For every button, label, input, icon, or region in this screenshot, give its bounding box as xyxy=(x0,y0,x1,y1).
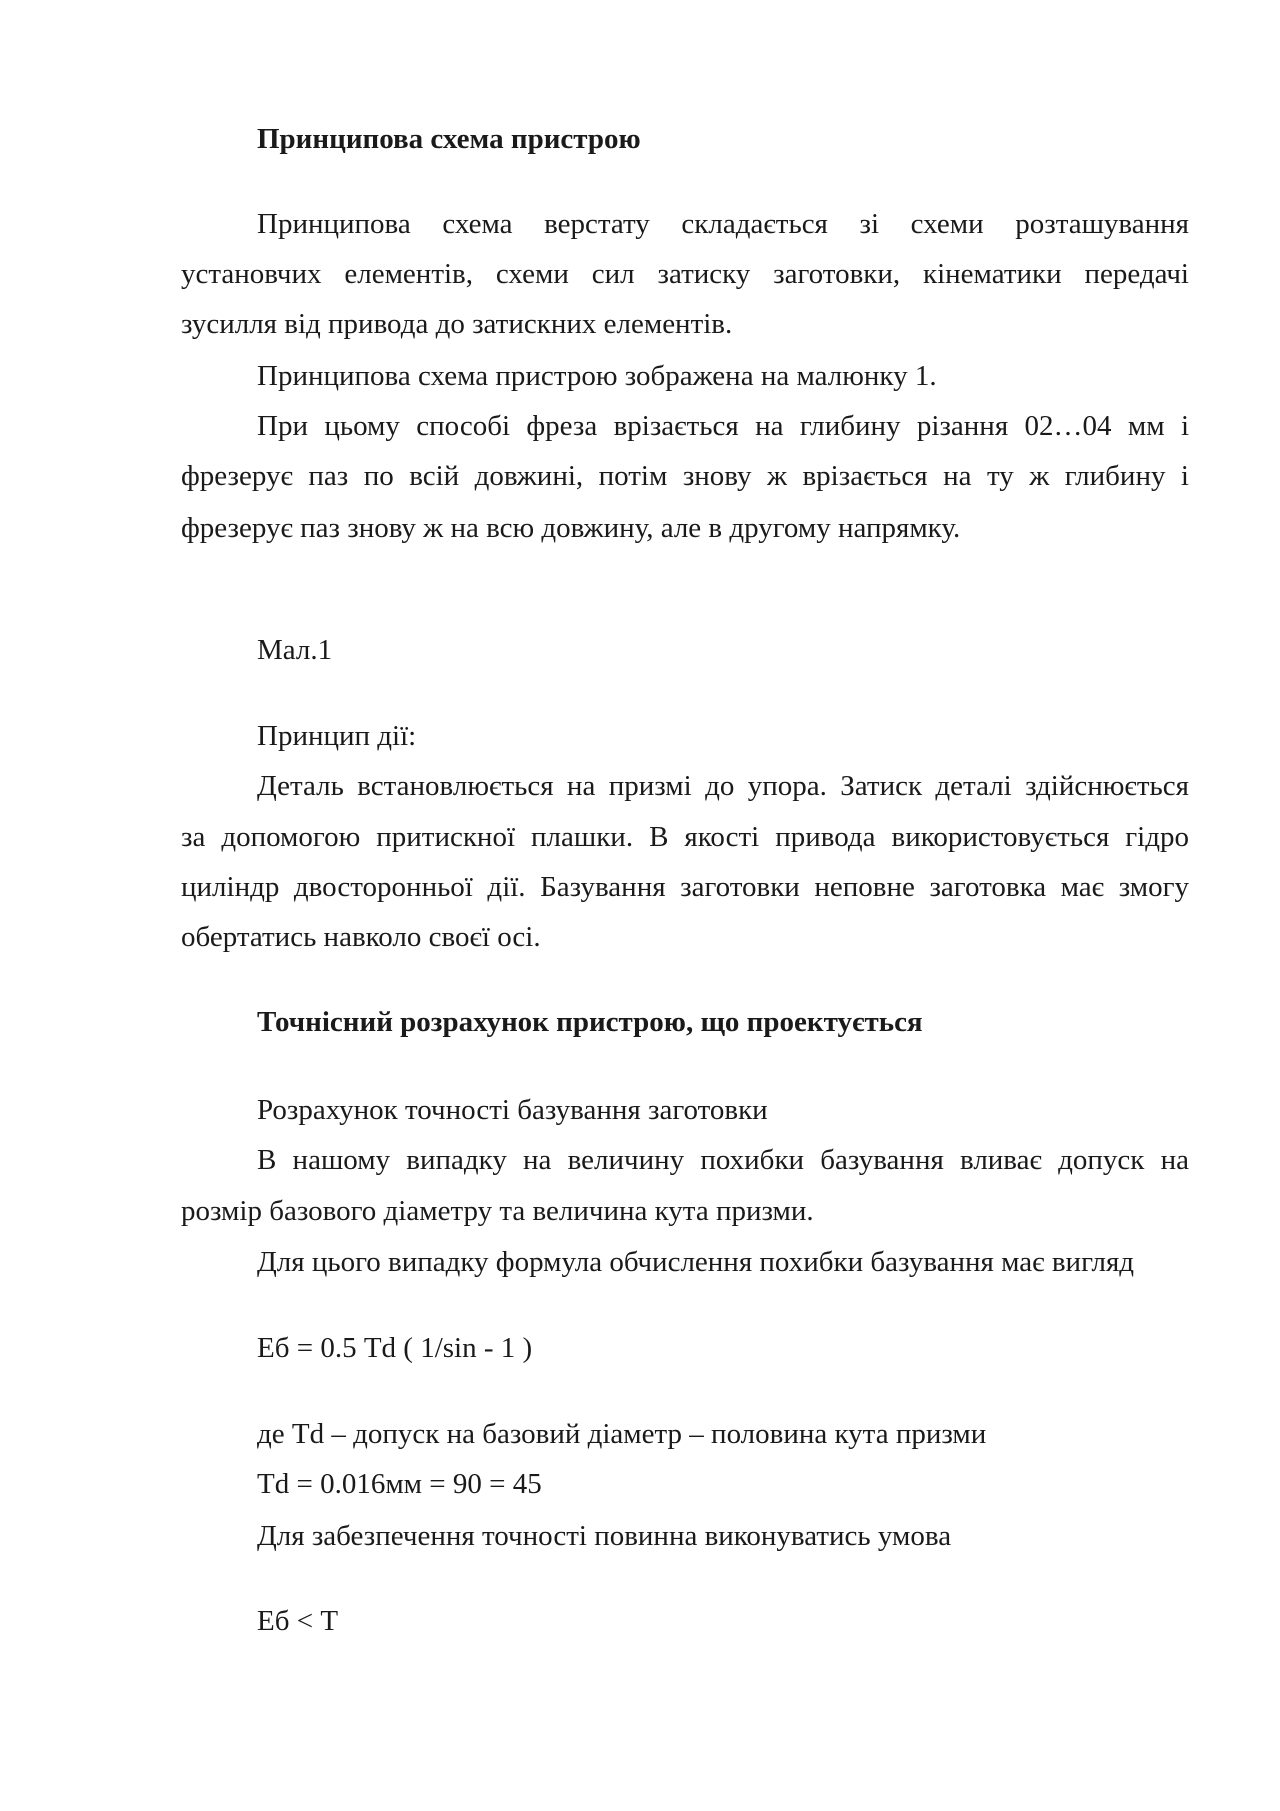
figure-caption: Мал.1 xyxy=(257,634,333,666)
paragraph-line: за допомогою притискної плашки. В якості привода використовується гідро xyxy=(181,821,1189,853)
paragraph-line: зусилля від привода до затискних елементів. xyxy=(181,308,733,340)
paragraph-line: Принципова схема пристрою зображена на малюнку 1. xyxy=(257,360,937,392)
condition-text: Для забезпечення точності повинна виконуватись умова xyxy=(257,1520,952,1552)
principle-label: Принцип дії: xyxy=(257,720,417,752)
paragraph-line: фрезерує паз знову ж на всю довжину, але в другому напрямку. xyxy=(181,512,961,544)
condition-formula: Еб < Т xyxy=(257,1605,339,1637)
paragraph-line: При цьому способі фреза врізається на глибину різання 02…04 мм і xyxy=(257,410,1189,442)
paragraph-line: циліндр двосторонньої дії. Базування заготовки неповне заготовка має змогу xyxy=(181,871,1189,903)
paragraph-line: Деталь встановлюється на призмі до упора. Затиск деталі здійснюється xyxy=(257,770,1189,802)
paragraph-line: фрезерує паз по всій довжині, потім знову ж врізається на ту ж глибину і xyxy=(181,460,1189,492)
paragraph-line: Для цього випадку формула обчислення похибки базування має вигляд xyxy=(257,1246,1135,1278)
formula-values: Td = 0.016мм = 90 = 45 xyxy=(257,1468,542,1500)
subheading: Розрахунок точності базування заготовки xyxy=(257,1094,768,1126)
paragraph-line: В нашому випадку на величину похибки базування вливає допуск на xyxy=(257,1144,1189,1176)
paragraph-line: обертатись навколо своєї осі. xyxy=(181,921,541,953)
paragraph-line: розмір базового діаметру та величина кута призми. xyxy=(181,1195,814,1227)
formula-explanation: де Td – допуск на базовий діаметр – половина кута призми xyxy=(257,1418,987,1450)
section-heading-calculation: Точнісний розрахунок пристрою, що проектується xyxy=(257,1006,923,1038)
formula: Еб = 0.5 Td ( 1/sin - 1 ) xyxy=(257,1332,533,1364)
paragraph-line: установчих елементів, схеми сил затиску заготовки, кінематики передачі xyxy=(181,258,1189,290)
paragraph-line: Принципова схема верстату складається зі схеми розташування xyxy=(257,208,1189,240)
section-heading-scheme: Принципова схема пристрою xyxy=(257,123,641,155)
